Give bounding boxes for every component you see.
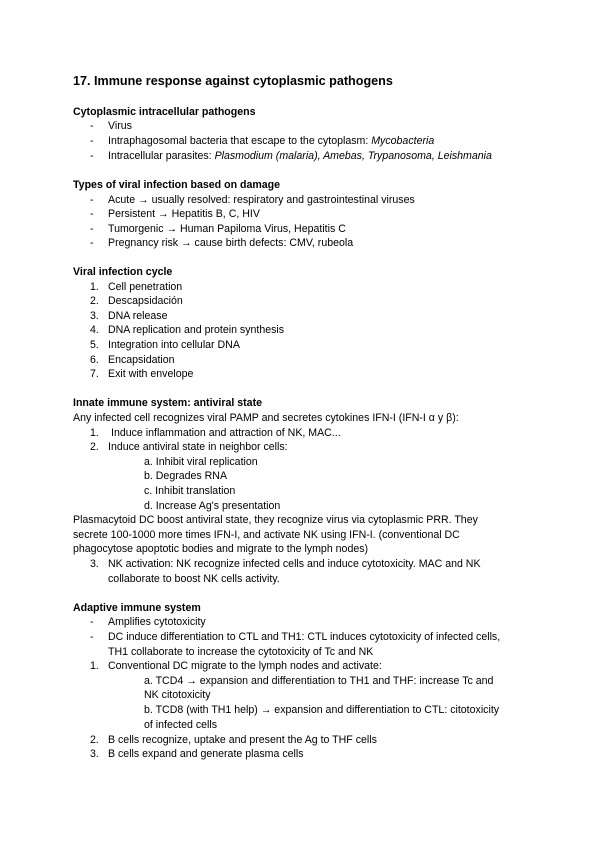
list-number: 1. (90, 427, 99, 439)
list-item: Acute → usually resolved: respiratory and gastrointestinal viruses (108, 194, 415, 206)
sub-list-item: a. TCD4 → expansion and differentiation to TH1 and THF: increase Tc and (144, 675, 494, 687)
list-number: 2. (90, 295, 99, 307)
list-item-continuation: collaborate to boost NK cells activity. (108, 573, 280, 585)
list-number: 7. (90, 368, 99, 380)
list-item: Integration into cellular DNA (108, 339, 240, 351)
list-number: 1. (90, 660, 99, 672)
section-heading-adaptive: Adaptive immune system (73, 602, 201, 614)
dash-bullet: - (90, 616, 94, 628)
list-item-text: Intracellular parasites: (108, 150, 215, 162)
list-number: 5. (90, 339, 99, 351)
list-item (108, 134, 434, 148)
list-number: 3. (90, 558, 99, 570)
sub-list-item: b. Degrades RNA (144, 470, 228, 482)
dash-bullet: - (90, 120, 94, 132)
list-number: 2. (90, 734, 99, 746)
paragraph-line: phagocytose apoptotic bodies and migrate to the lymph nodes) (73, 543, 369, 555)
sub-list-item: d. Increase Ag's presentation (144, 500, 281, 512)
list-item: Exit with envelope (108, 368, 194, 380)
dash-bullet: - (90, 223, 94, 235)
list-item-continuation: TH1 collaborate to increase the cytotoxicity of Tc and NK (108, 646, 374, 658)
dash-bullet: - (90, 237, 94, 249)
dash-bullet: - (90, 208, 94, 220)
list-item: B cells recognize, uptake and present the Ag to THF cells (108, 734, 377, 746)
sub-list-item: c. Inhibit translation (144, 485, 236, 497)
list-number: 3. (90, 748, 99, 760)
list-item: DC induce differentiation to CTL and TH1: CTL induces cytotoxicity of infected cells, (108, 631, 501, 643)
list-item: Descapsidación (108, 295, 183, 307)
list-item: Amplifies cytotoxicity (108, 616, 206, 628)
list-item: Virus (108, 120, 132, 132)
list-item: Conventional DC migrate to the lymph nodes and activate: (108, 660, 382, 672)
sub-list-item-continuation: of infected cells (144, 719, 218, 731)
section-heading-cycle: Viral infection cycle (73, 266, 173, 278)
list-item-italic: Plasmodium (malaria), Amebas, Trypanosoma, Leishmania (214, 150, 492, 162)
list-item: Cell penetration (108, 281, 183, 293)
list-item: Induce inflammation and attraction of NK, MAC... (111, 427, 341, 439)
list-number: 6. (90, 354, 99, 366)
list-item-text: Intraphagosomal bacteria that escape to the cytoplasm: (108, 135, 372, 147)
list-item: DNA release (108, 310, 168, 322)
list-item: NK activation: NK recognize infected cells and induce cytotoxicity. MAC and NK (108, 558, 481, 570)
sub-list-item-continuation: NK citotoxicity (144, 689, 211, 701)
list-item (108, 149, 492, 163)
section-heading-innate: Innate immune system: antiviral state (73, 397, 262, 409)
list-number: 4. (90, 324, 99, 336)
list-number: 1. (90, 281, 99, 293)
list-number: 3. (90, 310, 99, 322)
sub-list-item: a. Inhibit viral replication (144, 456, 258, 468)
sub-list-item: b. TCD8 (with TH1 help) → expansion and differentiation to CTL: citotoxicity (144, 704, 500, 716)
page-title: 17. Immune response against cytoplasmic pathogens (73, 74, 393, 88)
section-heading-cytoplasmic: Cytoplasmic intracellular pathogens (73, 106, 256, 118)
list-item: Tumorgenic → Human Papiloma Virus, Hepatitis C (108, 223, 346, 235)
list-item-italic: Mycobacteria (371, 135, 435, 147)
list-item: DNA replication and protein synthesis (108, 324, 285, 336)
dash-bullet: - (90, 135, 94, 147)
list-item: B cells expand and generate plasma cells (108, 748, 304, 760)
list-number: 2. (90, 441, 99, 453)
paragraph-line: Plasmacytoid DC boost antiviral state, they recognize virus via cytoplasmic PRR. They (73, 514, 478, 526)
paragraph-line: Any infected cell recognizes viral PAMP and secretes cytokines IFN-I (IFN-I α y β): (73, 412, 459, 424)
dash-bullet: - (90, 194, 94, 206)
dash-bullet: - (90, 150, 94, 162)
paragraph-line: secrete 100-1000 more times IFN-I, and activate NK using IFN-I. (conventional DC (73, 529, 460, 541)
list-item: Persistent → Hepatitis B, C, HIV (108, 208, 260, 220)
list-item: Encapsidation (108, 354, 175, 366)
list-item: Pregnancy risk → cause birth defects: CMV, rubeola (108, 237, 354, 249)
section-heading-types: Types of viral infection based on damage (73, 179, 281, 191)
dash-bullet: - (90, 631, 94, 643)
list-item: Induce antiviral state in neighbor cells: (108, 441, 288, 453)
